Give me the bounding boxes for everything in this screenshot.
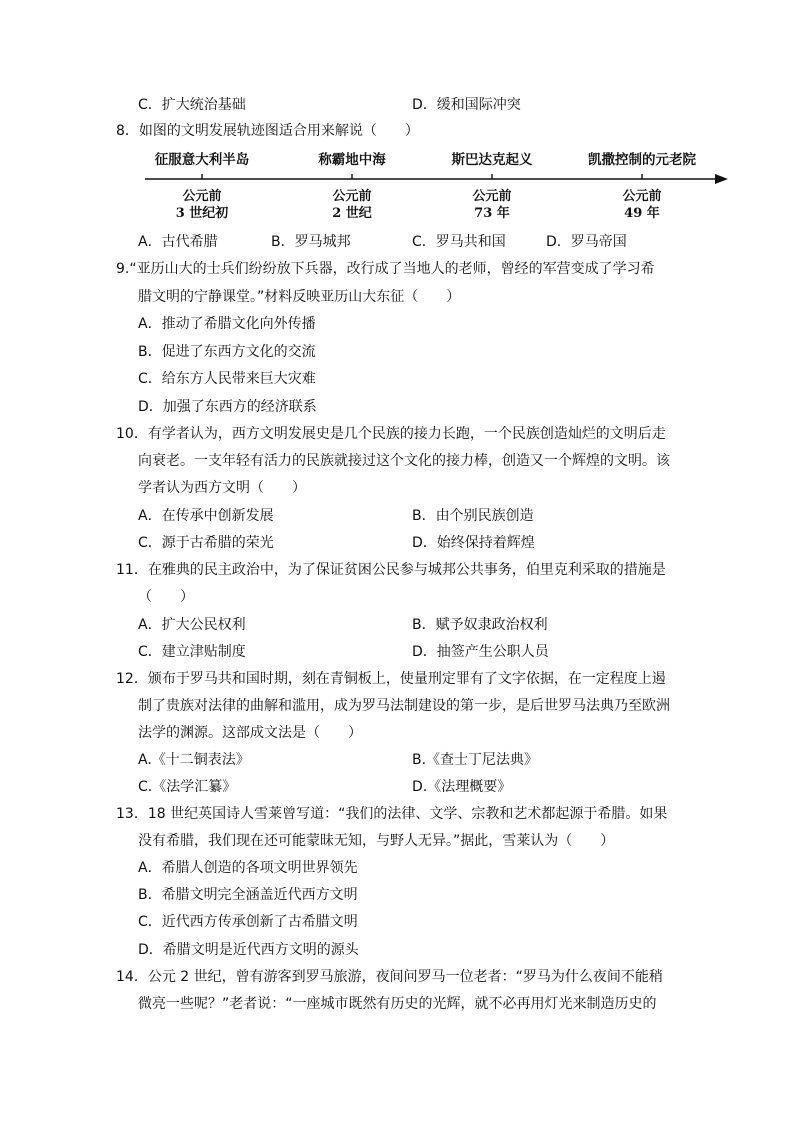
q9-stem-line2: 腊文明的宁静课堂。”材料反映亚历山大东征（ ） [138,289,461,305]
timeline-date-1: 公元前 3 世纪初 [175,189,229,221]
q10-stem-line1: 10．有学者认为，西方文明发展史是几个民族的接力长跑，一个民族创造灿烂的文明后走 [116,426,666,442]
q12-stem-line2: 制了贵族对法律的曲解和滥用，成为罗马法制建设的第一步，是后世罗马法典乃至欧洲 [138,698,670,714]
q11-option-b: B．赋予奴隶政治权利 [412,617,548,633]
q11-option-a: A．扩大公民权利 [138,617,246,633]
q13-option-b: B．希腊文明完全涵盖近代西方文明 [138,887,358,903]
q9-option-b: B．促进了东西方文化的交流 [138,344,316,360]
q11-stem-line1: 11．在雅典的民主政治中，为了保证贫困公民参与城邦公共事务，伯里克利采取的措施是 [116,562,666,578]
q14-stem-line1: 14．公元 2 世纪，曾有游客到罗马旅游，夜间问罗马一位老者：“罗马为什么夜间不能稍 [116,969,663,985]
q12-option-d: D.《法理概要》 [412,779,512,795]
timeline-date-2: 公元前 2 世纪 [332,189,372,221]
q9-option-c: C．给东方人民带来巨大灾难 [138,371,316,387]
q14-stem-line2: 微亮一些呢？”老者说：“一座城市既然有历史的光辉，就不必再用灯光来制造历史的 [138,996,657,1012]
q9-option-a: A．推动了希腊文化向外传播 [138,316,316,332]
q11-option-d: D．抽签产生公职人员 [412,644,549,660]
q10-option-b: B．由个别民族创造 [412,508,534,524]
timeline-date-4: 公元前 49 年 [622,189,662,221]
q8-option-a: A．古代希腊 [138,234,218,250]
timeline-event-2: 称霸地中海 [318,152,386,168]
q10-option-a: A．在传承中创新发展 [138,508,274,524]
q12-option-c: C.《法学汇纂》 [138,779,237,795]
timeline-event-1: 征服意大利半岛 [154,152,250,168]
q9-stem-line1: 9.“亚历山大的士兵们纷纷放下兵器，改行成了当地人的老师，曾经的军营变成了学习希 [116,261,655,277]
q9-option-d: D．加强了东西方的经济联系 [138,399,317,415]
q8-option-c: C．罗马共和国 [412,234,506,250]
timeline-event-4: 凯撒控制的元老院 [588,152,696,168]
q8-option-d: D．罗马帝国 [546,234,627,250]
q7-option-d: D．缓和国际冲突 [412,97,521,113]
q7-option-c: C．扩大统治基础 [138,97,246,113]
q8-stem: 8．如图的文明发展轨迹图适合用来解说（ ） [116,123,419,139]
q11-stem-line2: （ ） [138,589,194,605]
q11-option-c: C．建立津贴制度 [138,644,246,660]
q13-stem-line2: 没有希腊，我们现在还可能蒙昧无知，与野人无异。”据此，雪莱认为（ ） [138,833,615,849]
q13-option-d: D．希腊文明是近代西方文明的源头 [138,942,359,958]
q12-stem-line1: 12．颁布于罗马共和国时期，刻在青铜板上，使量刑定罪有了文字依据，在一定程度上遏 [116,671,666,687]
timeline-event-3: 斯巴达克起义 [451,152,533,168]
q12-option-a: A.《十二铜表法》 [138,752,250,768]
q10-stem-line2: 向衰老。一支年轻有活力的民族就接过这个文化的接力棒，创造又一个辉煌的文明。该 [138,453,670,469]
q10-option-c: C．源于古希腊的荣光 [138,535,274,551]
q12-option-b: B.《查士丁尼法典》 [412,752,539,768]
q10-option-d: D．始终保持着辉煌 [412,535,535,551]
q10-stem-line3: 学者认为西方文明（ ） [138,480,306,496]
q8-option-b: B．罗马城邦 [271,234,351,250]
timeline-arrowhead [715,174,728,184]
timeline-date-3: 公元前 73 年 [472,189,512,221]
q13-option-a: A．希腊人创造的各项文明世界领先 [138,860,358,876]
q12-stem-line3: 法学的渊源。这部成文法是（ ） [138,725,362,741]
q13-stem-line1: 13．18 世纪英国诗人雪莱曾写道：“我们的法律、文学、宗教和艺术都起源于希腊。如果 [116,806,668,822]
q13-option-c: C．近代西方传承创新了古希腊文明 [138,914,358,930]
q8-timeline-diagram [140,148,730,228]
